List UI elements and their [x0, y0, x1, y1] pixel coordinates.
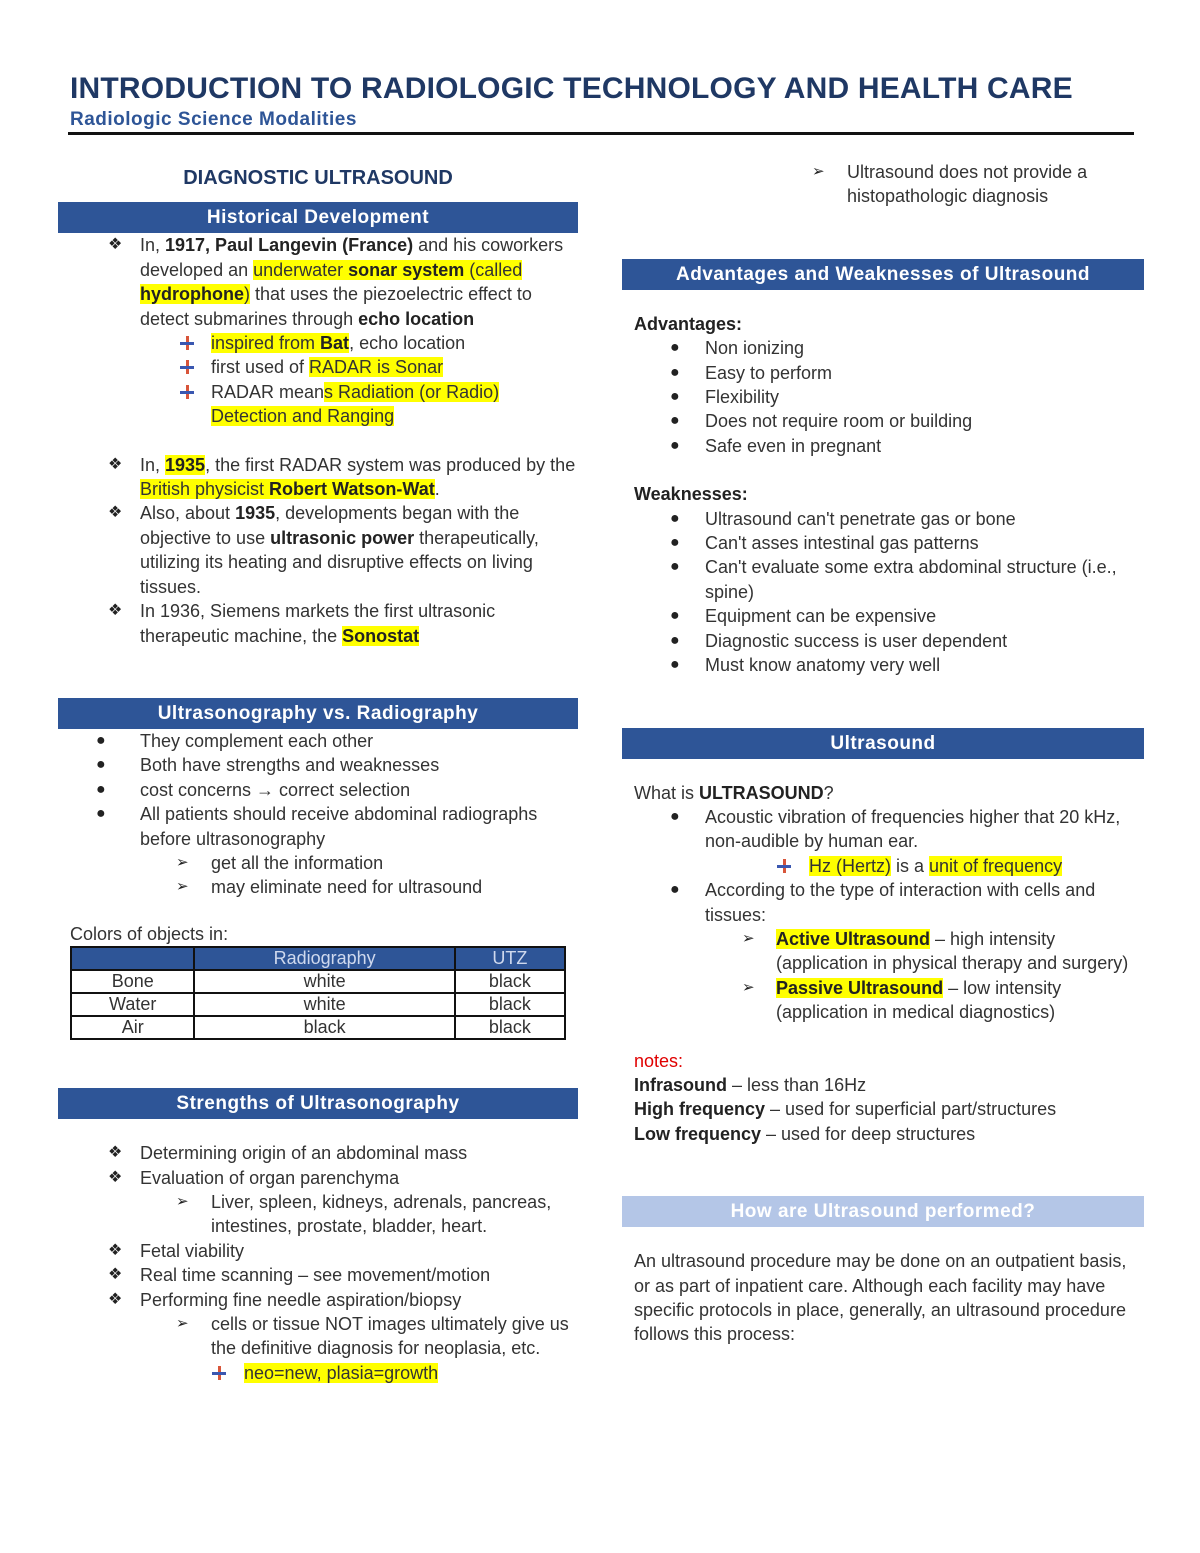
- list-item: [58, 1361, 578, 1385]
- note-line: [622, 1097, 1144, 1121]
- arrow-bullet-icon: ➢: [176, 878, 189, 896]
- advantages-weaknesses-header: Advantages and Weaknesses of Ultrasound: [622, 259, 1144, 290]
- cross-bullet-icon: [180, 385, 194, 399]
- table-header-cell: UTZ: [455, 947, 565, 970]
- advantages-label: Advantages:: [634, 313, 743, 334]
- dot-bullet-icon: ●: [96, 756, 106, 774]
- text: – low intensity (application in medical diagnostics): [776, 977, 1062, 1023]
- list-item: [58, 802, 578, 851]
- text: Real time scanning – see movement/motion: [140, 1265, 491, 1286]
- diamond-bullet-icon: ❖: [108, 504, 123, 522]
- list-item: [58, 875, 578, 899]
- document-subtitle: Radiologic Science Modalities: [70, 109, 357, 130]
- text: Flexibility: [705, 387, 780, 408]
- dot-bullet-icon: ●: [670, 807, 680, 825]
- ultrasound-list: [622, 805, 1144, 1025]
- text: Also, about: [140, 503, 236, 524]
- highlight: Robert Watson-Wat: [269, 479, 435, 500]
- list-item: [622, 507, 1144, 531]
- highlight: RADAR is Sonar: [309, 357, 444, 378]
- right-column: [622, 160, 1144, 1347]
- list-item: [58, 380, 578, 429]
- diamond-bullet-icon: ❖: [108, 1290, 123, 1308]
- cross-bullet-icon: [212, 1366, 226, 1380]
- list-item: [58, 1166, 578, 1190]
- text: All patients should receive abdominal radiographs before ultrasonography: [140, 804, 538, 849]
- highlight: sonar system: [348, 259, 465, 280]
- list-item: [58, 331, 578, 355]
- highlight: neo=new, plasia=growth: [244, 1362, 439, 1383]
- dot-bullet-icon: ●: [96, 780, 106, 798]
- list-item: [622, 805, 1144, 854]
- text: Safe even in pregnant: [705, 435, 882, 456]
- text: , developments began with the objective to use: [140, 503, 520, 548]
- diamond-bullet-icon: ❖: [108, 1241, 123, 1259]
- arrow-bullet-icon: ➢: [176, 1192, 189, 1210]
- colors-table: [70, 946, 566, 1040]
- list-item: [622, 531, 1144, 555]
- diamond-bullet-icon: ❖: [108, 455, 123, 473]
- list-item: [58, 1141, 578, 1165]
- advantages-list: [622, 336, 1144, 458]
- dot-bullet-icon: ●: [96, 805, 106, 823]
- highlight: ): [244, 284, 250, 305]
- table-row: [71, 993, 565, 1016]
- list-item: [58, 233, 578, 331]
- text: and his coworkers developed an: [140, 235, 564, 280]
- table-cell: white: [194, 993, 454, 1016]
- table-cell: Bone: [71, 970, 194, 993]
- text: Liver, spleen, kidneys, adrenals, pancreas, intestines, prostate, bladder, heart.: [211, 1191, 552, 1237]
- dot-bullet-icon: ●: [670, 363, 680, 381]
- weaknesses-list: [622, 507, 1144, 678]
- table-row: [71, 970, 565, 993]
- text: echo location: [358, 308, 475, 329]
- note-line: [622, 1122, 1144, 1146]
- table-cell: white: [194, 970, 454, 993]
- text: Diagnostic success is user dependent: [705, 630, 1008, 651]
- table-cell: Air: [71, 1016, 194, 1039]
- text: first used of: [211, 357, 310, 378]
- highlight: Hz (Hertz): [809, 855, 891, 876]
- highlight: s Radiation (or Radio) Detection and Ranging: [211, 381, 500, 427]
- text: According to the type of interaction with cells and tissues:: [705, 880, 1096, 925]
- list-item: [58, 851, 578, 875]
- vs-list: [58, 729, 578, 900]
- list-item: [622, 385, 1144, 409]
- diamond-bullet-icon: ❖: [108, 1266, 123, 1284]
- list-item: [622, 336, 1144, 360]
- list-item: [622, 629, 1144, 653]
- cross-bullet-icon: [777, 859, 791, 873]
- text: – less than 16Hz: [727, 1074, 867, 1095]
- text: , the first RADAR system was produced by the: [205, 454, 576, 475]
- text: In,: [140, 454, 166, 475]
- text: Both have strengths and weaknesses: [140, 755, 440, 776]
- text: Ultrasound can't penetrate gas or bone: [705, 508, 1016, 529]
- text: – used for deep structures: [761, 1123, 976, 1144]
- text: In 1936, Siemens markets the first ultrasonic therapeutic machine, the: [140, 601, 496, 646]
- text: Can't asses intestinal gas patterns: [705, 533, 979, 554]
- strengths-list: [58, 1141, 578, 1385]
- text: – high intensity (application in physical therapy and surgery): [776, 928, 1129, 974]
- list-item: [622, 160, 1144, 209]
- highlight: underwater: [253, 259, 349, 280]
- text: Easy to perform: [705, 362, 833, 383]
- arrow-bullet-icon: ➢: [176, 853, 189, 871]
- dot-bullet-icon: ●: [670, 534, 680, 552]
- historical-development-header: Historical Development: [58, 202, 578, 233]
- list-item: [58, 1190, 578, 1239]
- table-cell: black: [455, 993, 565, 1016]
- text: 1935: [235, 503, 276, 524]
- list-item: [58, 355, 578, 379]
- dot-bullet-icon: ●: [670, 607, 680, 625]
- text: ULTRASOUND: [699, 782, 824, 803]
- text: Equipment can be expensive: [705, 606, 937, 627]
- list-item: [622, 854, 1144, 878]
- left-column: [58, 160, 578, 1385]
- text: What is: [634, 782, 700, 803]
- list-item: [622, 434, 1144, 458]
- highlight: unit of frequency: [929, 855, 1063, 876]
- list-item: [622, 976, 1144, 1025]
- text: that uses the piezoelectric effect to detect submarines through: [140, 284, 532, 329]
- text: is a: [891, 855, 930, 876]
- weaknesses-label: Weaknesses:: [634, 484, 748, 505]
- dot-bullet-icon: ●: [670, 339, 680, 357]
- text: Can't evaluate some extra abdominal structure (i.e., spine): [705, 557, 1117, 602]
- spacer: [58, 429, 578, 453]
- arrow-bullet-icon: ➢: [742, 929, 755, 947]
- list-item: [622, 555, 1144, 604]
- historical-list: [58, 233, 578, 648]
- list-item: [58, 729, 578, 753]
- table-cell: Water: [71, 993, 194, 1016]
- text: – used for superficial part/structures: [765, 1099, 1057, 1120]
- note-line: [622, 1073, 1144, 1097]
- highlight: (called: [464, 259, 523, 280]
- section-heading: DIAGNOSTIC ULTRASOUND: [183, 167, 453, 189]
- highlight: Passive Ultrasound: [776, 977, 944, 998]
- header-rule: [68, 132, 1134, 135]
- list-item: [58, 453, 578, 502]
- text: Ultrasound does not provide a histopathologic diagnosis: [847, 162, 1088, 207]
- text: , echo location: [349, 333, 466, 354]
- text: ?: [823, 782, 834, 803]
- diamond-bullet-icon: ❖: [108, 602, 123, 620]
- list-item: [58, 1239, 578, 1263]
- text: Non ionizing: [705, 338, 805, 359]
- text: RADAR mean: [211, 381, 325, 402]
- table-cell: black: [455, 970, 565, 993]
- dot-bullet-icon: ●: [670, 558, 680, 576]
- text: Performing fine needle aspiration/biopsy: [140, 1289, 462, 1310]
- text: Infrasound: [634, 1074, 727, 1095]
- arrow-bullet-icon: ➢: [176, 1315, 189, 1332]
- list-item: [58, 599, 578, 648]
- cross-bullet-icon: [180, 336, 194, 350]
- list-item: [622, 604, 1144, 628]
- list-item: [58, 753, 578, 777]
- text: Acoustic vibration of frequencies higher that 20 kHz, non-audible by human ear.: [705, 806, 1121, 852]
- list-item: [58, 1288, 578, 1312]
- text: cost concerns → correct selection: [140, 779, 411, 800]
- list-item: [622, 409, 1144, 433]
- list-item: [58, 501, 578, 599]
- table-header-cell: Radiography: [194, 947, 454, 970]
- dot-bullet-icon: ●: [670, 509, 680, 527]
- text: .: [434, 479, 440, 500]
- table-header-cell: [71, 947, 194, 970]
- highlight: 1935: [165, 454, 206, 475]
- dot-bullet-icon: ●: [670, 881, 680, 899]
- text: get all the information: [211, 852, 384, 873]
- ultrasonography-vs-radiography-header: Ultrasonography vs. Radiography: [58, 698, 578, 729]
- text: Evaluation of organ parenchyma: [140, 1167, 400, 1188]
- table-cell: black: [194, 1016, 454, 1039]
- highlight: Active Ultrasound: [776, 928, 931, 949]
- what-is-question: [622, 781, 1144, 805]
- text: 1917, Paul Langevin (France): [165, 235, 414, 256]
- dot-bullet-icon: ●: [670, 388, 680, 406]
- dot-bullet-icon: ●: [96, 731, 106, 749]
- text: Determining origin of an abdominal mass: [140, 1143, 468, 1164]
- colors-label: Colors of objects in:: [70, 923, 229, 944]
- how-performed-text: An ultrasound procedure may be done on an outpatient basis, or as part of inpatient care. Although each facility may have specific protocols in place, generally, an ultrasound procedure follows this process:: [634, 1251, 1127, 1345]
- diamond-bullet-icon: ❖: [108, 236, 123, 254]
- top-list: [622, 160, 1144, 209]
- dot-bullet-icon: ●: [670, 412, 680, 430]
- table-cell: black: [455, 1016, 565, 1039]
- list-item: [622, 653, 1144, 677]
- text: They complement each other: [140, 730, 374, 751]
- list-item: [622, 878, 1144, 927]
- text: cells or tissue NOT images ultimately give us the definitive diagnosis for neoplasia, etc.: [211, 1314, 569, 1359]
- text: Low frequency: [634, 1123, 762, 1144]
- how-performed-header: How are Ultrasound performed?: [622, 1196, 1144, 1227]
- highlight: British physicist: [140, 479, 270, 500]
- diamond-bullet-icon: ❖: [108, 1144, 123, 1162]
- list-item: [58, 1312, 578, 1361]
- highlight: hydrophone: [140, 284, 244, 305]
- dot-bullet-icon: ●: [670, 436, 680, 454]
- list-item: [58, 1263, 578, 1287]
- text: In,: [140, 235, 166, 256]
- text: therapeutically, utilizing its heating and disruptive effects on living tissues.: [140, 527, 539, 597]
- text: Must know anatomy very well: [705, 655, 941, 676]
- arrow-bullet-icon: ➢: [812, 163, 825, 180]
- text: may eliminate need for ultrasound: [211, 877, 483, 898]
- highlight: Bat: [320, 333, 350, 354]
- dot-bullet-icon: ●: [670, 656, 680, 674]
- arrow-bullet-icon: ➢: [742, 978, 755, 996]
- text: Does not require room or building: [705, 411, 973, 432]
- diamond-bullet-icon: ❖: [108, 1168, 123, 1186]
- cross-bullet-icon: [180, 360, 194, 374]
- list-item: [622, 927, 1144, 976]
- dot-bullet-icon: ●: [670, 631, 680, 649]
- highlight: inspired from: [211, 333, 321, 354]
- text: ultrasonic power: [270, 527, 415, 548]
- strengths-header: Strengths of Ultrasonography: [58, 1088, 578, 1119]
- notes-label: notes:: [634, 1050, 684, 1071]
- table-row: [71, 1016, 565, 1039]
- document-title: INTRODUCTION TO RADIOLOGIC TECHNOLOGY AND HEALTH CARE: [70, 72, 1073, 105]
- list-item: [58, 778, 578, 802]
- text: Fetal viability: [140, 1240, 245, 1261]
- table-header: [71, 947, 565, 970]
- highlight: Sonostat: [342, 625, 420, 646]
- text: High frequency: [634, 1099, 766, 1120]
- ultrasound-header: Ultrasound: [622, 728, 1144, 759]
- list-item: [622, 361, 1144, 385]
